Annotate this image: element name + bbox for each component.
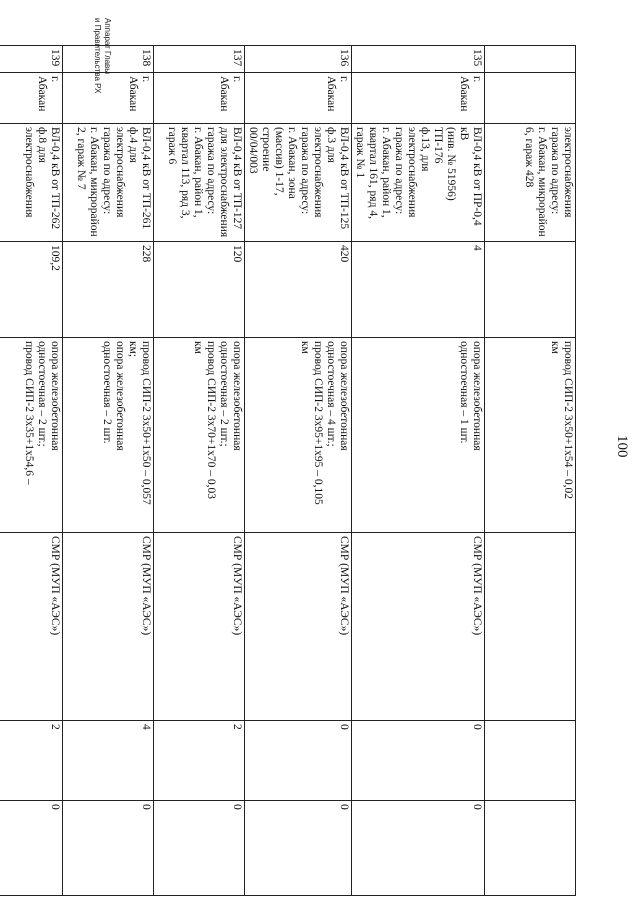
row-number-cell: 137 — [154, 46, 245, 73]
executor-cell — [485, 533, 576, 721]
value-cell-2: 0 — [245, 801, 352, 896]
value-cell-1: 4 — [63, 721, 154, 801]
length-cell: 228 — [63, 242, 154, 338]
works-table — [0, 45, 576, 896]
row-number-cell: 138 — [63, 46, 154, 73]
object-name-cell: ВЛ-0,4 кВ от ТП-262 ф.8 для электроснабжения — [0, 124, 63, 242]
value-cell-2: 0 — [63, 801, 154, 896]
table-row — [154, 46, 245, 896]
materials-cell: опора железобетонная одностоечная – 2 шт.; провод СИП-2 3х70+1х70 – 0,03 км — [154, 338, 245, 533]
value-cell-1: 2 — [154, 721, 245, 801]
object-name-cell: электроснабжения гаража по адресу: г. Абакан, микрорайон 6, гараж 428 — [485, 124, 576, 242]
city-cell: г. Абакан — [154, 73, 245, 124]
executor-cell: СМР (МУП «АЭС») — [63, 533, 154, 721]
object-name-cell: ВЛ-0,4 кВ от ТП-127 для электроснабжения гаража по адресу: г. Абакан, район 1, квартал 113, ряд 3, гараж 6 — [154, 124, 245, 242]
executor-cell: СМР (МУП «АЭС») — [245, 533, 352, 721]
row-number-cell: 136 — [245, 46, 352, 73]
object-name-cell: ВЛ-0,4 кВ от ТП-125 ф.3 для электроснабжения гаража по адресу: г. Абакан, зона (массив) 1-17, строение 00/04/003 — [245, 124, 352, 242]
length-cell: 4 — [352, 242, 485, 338]
row-number-cell — [485, 46, 576, 73]
stamp-line-2: и Правительства РХ — [93, 18, 102, 94]
materials-cell: провод СИП-2 3х50+1х54 – 0,02 км — [485, 338, 576, 533]
value-cell-1 — [485, 721, 576, 801]
city-cell: г. Абакан — [352, 73, 485, 124]
length-cell: 420 — [245, 242, 352, 338]
value-cell-1: 2 — [0, 721, 63, 801]
row-number-cell: 135 — [352, 46, 485, 73]
length-cell: 120 — [154, 242, 245, 338]
city-cell: г. Абакан — [63, 73, 154, 124]
value-cell-2 — [485, 801, 576, 896]
table-row — [485, 46, 576, 896]
stamp-line-1: Аппарат Главы — [103, 18, 112, 75]
row-number-cell: 139 — [0, 46, 63, 73]
stamp — [92, 18, 112, 93]
executor-cell: СМР (МУП «АЭС») — [154, 533, 245, 721]
city-cell: г. Абакан — [245, 73, 352, 124]
value-cell-1: 0 — [245, 721, 352, 801]
table-row — [63, 46, 154, 896]
table-row — [245, 46, 352, 896]
page-number: 100 — [614, 435, 630, 458]
object-name-cell: ВЛ-0,4 кВ от ПР-0,4 кВ (инв. № 51956) ТП-176 ф.13, для электроснабжения гаража по адресу: г. Абакан, район 1, квартал 161, ряд 4, гараж № 1 — [352, 124, 485, 242]
city-cell — [485, 73, 576, 124]
city-cell: г. Абакан — [0, 73, 63, 124]
value-cell-2: 0 — [154, 801, 245, 896]
materials-cell: опора железобетонная одностоечная – 1 шт. — [352, 338, 485, 533]
executor-cell: СМР (МУП «АЭС») — [0, 533, 63, 721]
object-name-cell: ВЛ-0,4 кВ от ТП-261 ф.4 для электроснабжения гаража по адресу: г. Абакан, микрорайон 2, гараж № 7 — [63, 124, 154, 242]
length-cell: 109,2 — [0, 242, 63, 338]
materials-cell: опора железобетонная одностоечная – 2 шт.; провод СИП-2 3х35+1х54,6 – — [0, 338, 63, 533]
materials-cell: опора железобетонная одностоечная – 4 шт.; провод СИП-2 3х95+1х95 – 0,105 км — [245, 338, 352, 533]
executor-cell: СМР (МУП «АЭС») — [352, 533, 485, 721]
value-cell-1: 0 — [352, 721, 485, 801]
value-cell-2: 0 — [0, 801, 63, 896]
materials-cell: провод СИП-2 3х50+1х50 – 0,057 км; опора железобетонная одностоечная – 2 шт. — [63, 338, 154, 533]
value-cell-2: 0 — [352, 801, 485, 896]
table-row — [0, 46, 63, 896]
length-cell — [485, 242, 576, 338]
table-row — [352, 46, 485, 896]
